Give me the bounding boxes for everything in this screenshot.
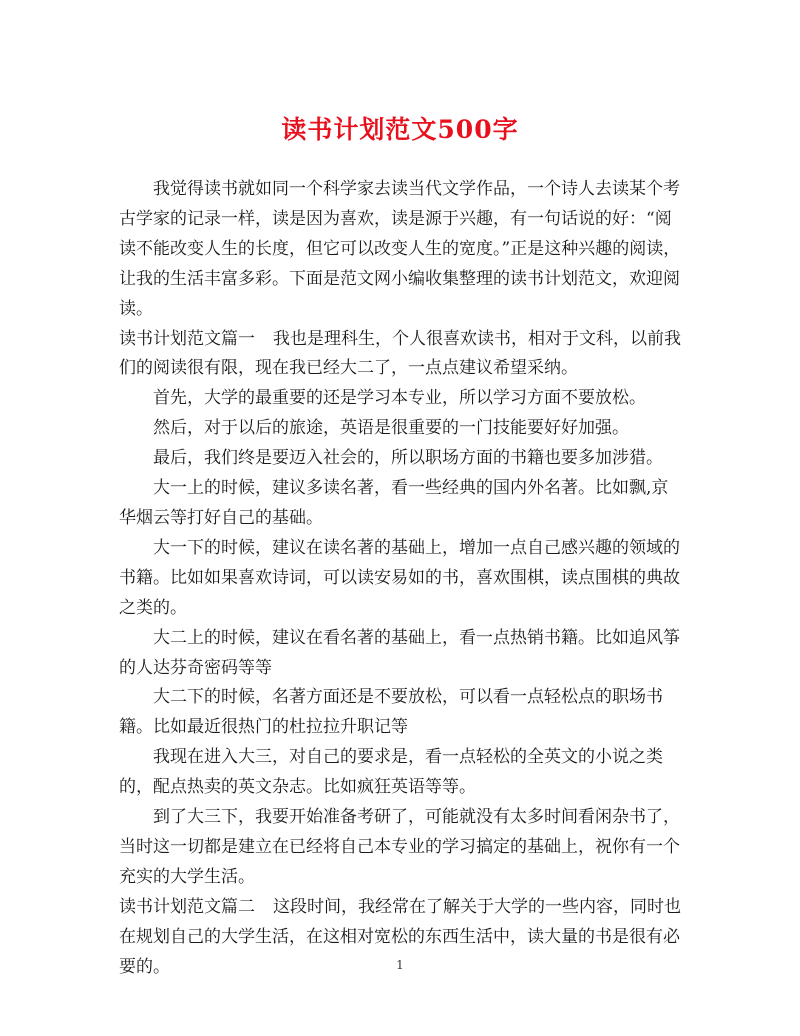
body-paragraph: 然后，对于以后的旅途，英语是很重要的一门技能要好好加强。 xyxy=(153,418,629,439)
section-heading-text: 这段时间，我经常在了解关于大学的一些内容，同时也在规划自己的大学生活，在这相对宽松的东西生活中，读大量的书是很有必要的。 xyxy=(119,896,681,977)
section-heading-text: 我也是理科生，个人很喜欢读书，相对于文科，以前我们的阅读很有限，现在我已经大二了，一点点建议希望采纳。 xyxy=(119,328,681,379)
body-paragraph: 大二上的时候，建议在看名著的基础上，看一点热销书籍。比如追风筝的人达芬奇密码等等 xyxy=(119,627,680,678)
section-heading-label: 读书计划范文篇二 xyxy=(119,896,255,917)
body-paragraph: 大二下的时候，名著方面还是不要放松，可以看一点轻松点的职场书籍。比如最近很热门的杜拉拉升职记等 xyxy=(119,687,663,738)
body-paragraph: 大一上的时候，建议多读名著，看一些经典的国内外名著。比如飘,京华烟云等打好自己的基础。 xyxy=(119,478,669,528)
body-paragraph: 到了大三下，我要开始准备考研了，可能就没有太多时间看闲杂书了，当时这一切都是建立在已经将自己本专业的学习搞定的基础上，祝你有一个充实的大学生活。 xyxy=(119,807,680,887)
body-paragraph: 我现在进入大三，对自己的要求是，看一点轻松的全英文的小说之类的，配点热卖的英文杂志。比如疯狂英语等等。 xyxy=(119,747,663,798)
section-heading-paragraph xyxy=(119,325,682,385)
body-paragraph: 大一下的时候，建议在读名著的基础上，增加一点自己感兴趣的领域的书籍。比如如果喜欢诗词，可以读安易如的书，喜欢围棋，读点围棋的典故之类的。 xyxy=(119,537,680,618)
body-paragraph: 首先，大学的最重要的还是学习本专业，所以学习方面不要放松。 xyxy=(153,388,646,409)
page-number: 1 xyxy=(396,958,404,972)
section-heading-label: 读书计划范文篇一 xyxy=(119,328,255,349)
document-body xyxy=(119,175,682,982)
document-title: 读书计划范文500字 xyxy=(281,115,519,144)
intro-paragraph: 我觉得读书就如同一个科学家去读当代文学作品，一个诗人去读某个考古学家的记录一样，读是因为喜欢，读是源于兴趣，有一句话说的好：“阅读不能改变人生的长度，但它可以改变人生的宽度。”正是这种兴趣的阅读，让我的生活丰富多彩。下面是范文网小编收集整理的读书计划范文，欢迎阅读。 xyxy=(119,179,681,319)
body-paragraph: 最后，我们终是要迈入社会的，所以职场方面的书籍也要多加涉猎。 xyxy=(153,448,663,469)
